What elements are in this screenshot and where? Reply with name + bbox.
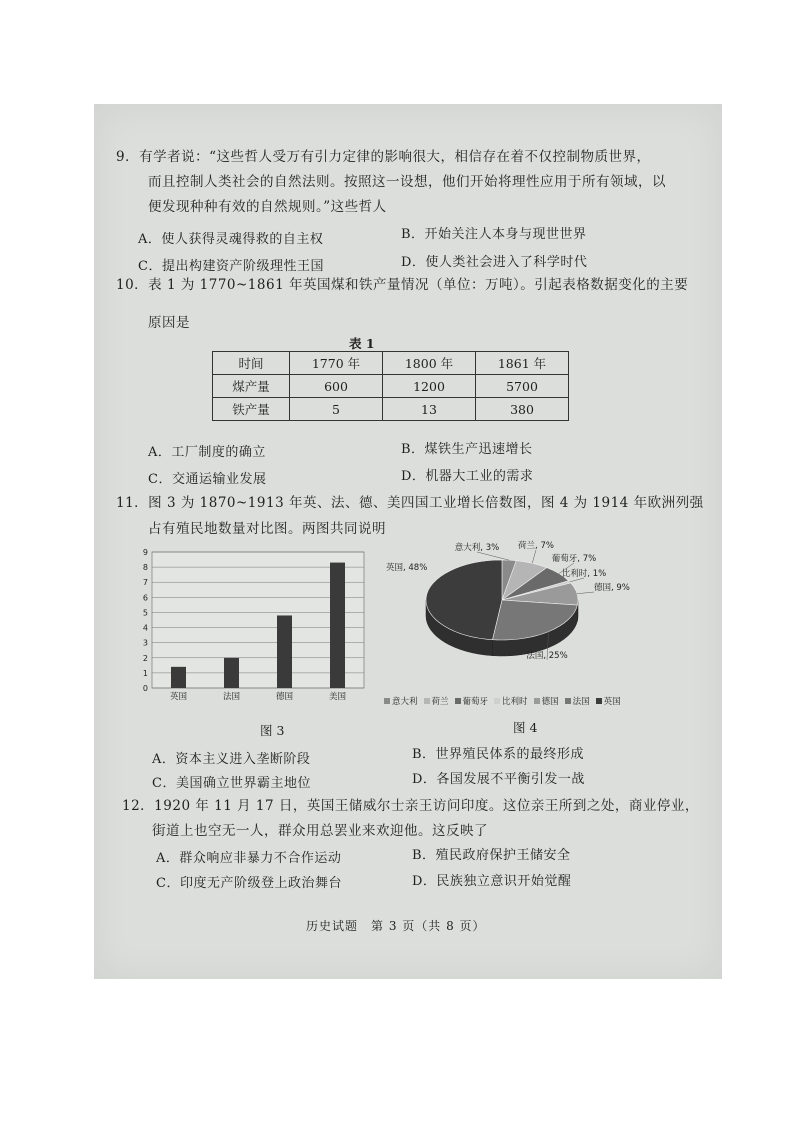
x-tick-label: 美国 [328, 692, 347, 702]
table-cell: 13 [383, 398, 476, 421]
q10-option-d: D．机器大工业的需求 [401, 469, 534, 484]
legend-item [455, 695, 489, 707]
legend-item [596, 695, 621, 707]
table-cell: 1200 [383, 375, 476, 398]
fig3-caption: 图 3 [260, 723, 285, 738]
legend-swatch [534, 698, 540, 704]
q9-option-b: B．开始关注人本身与现世世界 [401, 227, 587, 242]
x-tick-label: 德国 [275, 692, 294, 702]
q12-stem-line2: 街道上也空无一人，群众用总罢业来欢迎他。这反映了 [152, 823, 488, 839]
pie-leader-line [532, 550, 536, 563]
table-row [213, 398, 569, 421]
pie-data-label: 法国, 25% [526, 651, 568, 661]
q11-stem-line1: 11．图 3 为 1870~1913 年英、法、德、美四国工业增长倍数图，图 4 为 1914 年欧洲列强 [116, 495, 704, 511]
coal-iron-table [212, 351, 569, 421]
legend-swatch [424, 698, 430, 704]
pie-data-label: 葡萄牙, 7% [551, 554, 597, 564]
y-tick-label: 9 [142, 548, 148, 557]
pie-data-label: 比利时, 1% [561, 569, 607, 579]
y-tick-label: 2 [142, 653, 148, 663]
x-tick-label: 法国 [222, 692, 241, 702]
y-tick-label: 3 [142, 638, 148, 648]
industrial-growth-bar-chart [134, 544, 374, 714]
q11-option-c: C．美国确立世界霸主地位 [152, 776, 311, 791]
table-cell: 380 [476, 398, 569, 421]
table-header-cell: 时间 [213, 352, 290, 375]
table-header-cell: 1861 年 [476, 352, 569, 375]
q12-option-d: D．民族独立意识开始觉醒 [412, 874, 572, 889]
q9-option-a: A．使人获得灵魂得救的自主权 [138, 232, 324, 247]
table-header-cell: 1770 年 [290, 352, 383, 375]
bar [171, 667, 186, 688]
y-tick-label: 1 [142, 668, 148, 678]
legend-label: 意大利 [392, 697, 418, 707]
q12-stem-line1: 12．1920 年 11 月 17 日，英国王储威尔士亲王访问印度。这位亲王所到之处，商业停业， [122, 798, 699, 814]
legend-item [534, 695, 559, 707]
legend-label: 德国 [541, 697, 559, 707]
q10-option-c: C．交通运输业发展 [148, 472, 267, 487]
q11-option-a: A．资本主义进入垄断阶段 [152, 752, 311, 767]
q9-stem-line3: 便发现种种有效的自然规则。”这些哲人 [148, 199, 387, 215]
pie-legend [384, 689, 634, 708]
q11-stem-line2: 占有殖民地数量对比图。两图共同说明 [148, 521, 386, 537]
legend-label: 荷兰 [431, 697, 449, 707]
pie-leader-line [477, 552, 509, 560]
legend-swatch [565, 698, 571, 704]
legend-label: 葡萄牙 [462, 697, 489, 707]
table-header-row [213, 352, 569, 375]
q12-option-b: B．殖民政府保护王储安全 [412, 848, 571, 863]
legend-swatch [455, 698, 461, 704]
bar [330, 563, 345, 688]
legend-item [384, 695, 418, 707]
table-cell: 5 [290, 398, 383, 421]
y-tick-label: 6 [142, 593, 148, 603]
pie-data-label: 意大利, 3% [454, 543, 500, 553]
legend-swatch [596, 698, 602, 704]
legend-swatch [384, 698, 390, 704]
y-tick-label: 7 [142, 578, 148, 588]
q9-stem-line2: 而且控制人类社会的自然法则。按照这一设想，他们开始将理性应用于所有领域，以 [148, 174, 666, 190]
q11-option-d: D．各国发展不平衡引发一战 [412, 772, 585, 787]
pie-data-label: 荷兰, 7% [518, 541, 554, 551]
q10-stem-line1: 10．表 1 为 1770~1861 年英国煤和铁产量情况（单位：万吨）。引起表格数据变化的主要 [116, 277, 689, 293]
q9-option-c: C．提出构建资产阶级理性王国 [138, 259, 324, 274]
y-tick-label: 4 [142, 623, 148, 633]
q12-option-c: C．印度无产阶级登上政治舞台 [156, 876, 342, 891]
legend-label: 比利时 [502, 697, 528, 707]
table-cell: 600 [290, 375, 383, 398]
q10-stem-line2: 原因是 [148, 315, 190, 331]
pie-data-label: 德国, 9% [594, 583, 630, 593]
fig4-caption: 图 4 [513, 720, 538, 735]
y-tick-label: 0 [142, 684, 148, 693]
table-header-cell: 1800 年 [383, 352, 476, 375]
legend-label: 法国 [572, 697, 590, 707]
legend-label: 英国 [603, 697, 621, 707]
pie-leader-line [577, 592, 594, 594]
q12-option-a: A．群众响应非暴力不合作运动 [156, 851, 342, 866]
q11-option-b: B．世界殖民体系的最终形成 [412, 747, 585, 762]
colony-share-pie-chart [384, 540, 634, 680]
page-footer: 历史试题 第 3 页（共 8 页） [306, 919, 486, 933]
q9-stem-line1: 9．有学者说：“这些哲人受万有引力定律的影响很大，相信存在着不仅控制物质世界， [116, 149, 651, 165]
y-tick-label: 8 [142, 563, 148, 573]
bar [277, 615, 292, 688]
table-cell: 5700 [476, 375, 569, 398]
pie-data-label: 英国, 48% [386, 563, 428, 573]
q10-option-a: A．工厂制度的确立 [148, 445, 266, 460]
table-cell: 铁产量 [213, 398, 290, 421]
exam-page [94, 104, 722, 979]
legend-item [565, 695, 590, 707]
y-tick-label: 5 [142, 608, 148, 618]
table-row [213, 375, 569, 398]
table1-caption: 表 1 [349, 336, 375, 351]
legend-item [424, 695, 449, 707]
q10-option-b: B．煤铁生产迅速增长 [401, 442, 533, 457]
table-cell: 煤产量 [213, 375, 290, 398]
bar [224, 658, 239, 688]
x-tick-label: 英国 [169, 692, 188, 702]
q9-option-d: D．使人类社会进入了科学时代 [401, 255, 588, 270]
legend-item [494, 695, 528, 707]
legend-swatch [494, 698, 500, 704]
